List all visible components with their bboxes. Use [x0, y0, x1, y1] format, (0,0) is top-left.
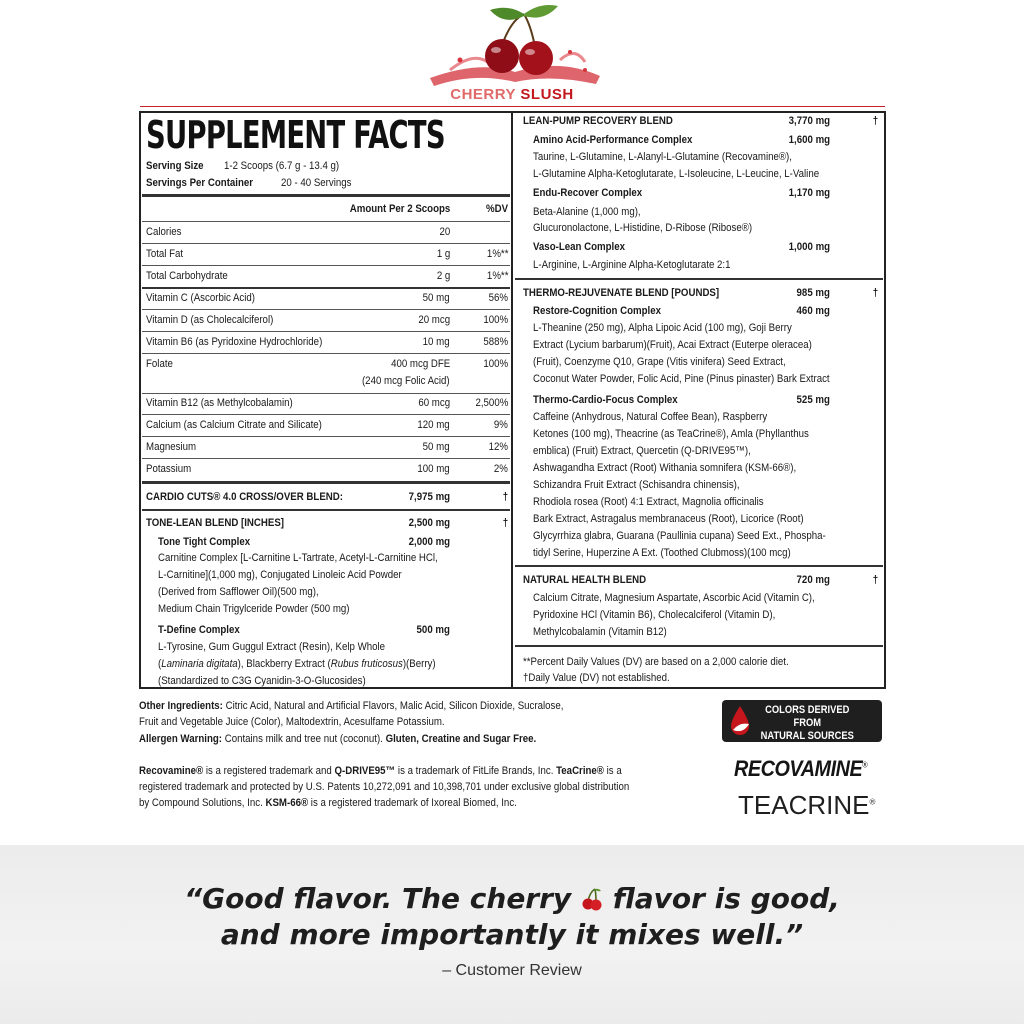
thermo-cardio-complex-name: Thermo-Cardio-Focus Complex — [533, 394, 678, 406]
trademark-notice-line: by Compound Solutions, Inc. KSM-66® is a registered trademark of Ixoreal Biomed, Inc. — [139, 797, 517, 809]
ingredient-line: Schizandra Fruit Extract (Schisandra chinensis), — [533, 479, 740, 491]
header-divider — [140, 106, 885, 107]
nutrient-amount: 50 mg — [423, 292, 450, 304]
restore-cognition-complex-amount: 460 mg — [796, 305, 830, 317]
ingredient-line: Methylcobalamin (Vitamin B12) — [533, 626, 667, 638]
endu-recover-complex-amount: 1,170 mg — [788, 187, 830, 199]
ingredient-line: emblica) (Fruit) Extract, Quercetin (Q-DRIVE95™), — [533, 445, 751, 457]
nutrient-dv: 2% — [494, 463, 508, 475]
t-define-complex-name: T-Define Complex — [158, 624, 240, 636]
ingredient-line: Bark Extract, Astragalus membranaceus (Root), Licorice (Root) — [533, 513, 804, 525]
nutrient-dv: 1%** — [486, 270, 508, 282]
row-divider-thick — [142, 287, 510, 289]
nutrient-name: Potassium — [146, 463, 192, 475]
ingredient-line: Medium Chain Trigylceride Powder (500 mg) — [158, 603, 350, 615]
servings-per-container-label: Servings Per Container — [146, 177, 254, 189]
lean-pump-blend-name: LEAN-PUMP RECOVERY BLEND — [523, 115, 673, 127]
allergen-warning: Allergen Warning: Contains milk and tree nut (coconut). Gluten, Creatine and Sugar Free. — [139, 733, 537, 745]
review-quote-line1: “Good flavor. The cherry flavor is good, — [184, 882, 840, 915]
ingredient-line: Ashwagandha Extract (Root) Withania somnifera (KSM-66®), — [533, 462, 797, 474]
ingredient-line: Coconut Water Powder, Folic Acid, Pine (Pinus pinaster) Bark Extract — [533, 373, 830, 385]
review-quote-line2: and more importantly it mixes well.” — [220, 918, 804, 951]
thermo-blend-name: THERMO-REJUVENATE BLEND [POUNDS] — [523, 287, 720, 299]
row-divider — [142, 221, 510, 222]
nutrient-name: Vitamin B12 (as Methylcobalamin) — [146, 397, 293, 409]
nutrient-amount: 2 g — [436, 270, 450, 282]
tone-tight-complex-name: Tone Tight Complex — [158, 536, 251, 548]
amino-complex-amount: 1,600 mg — [788, 134, 830, 146]
trademark-notice: Recovamine® is a registered trademark and Q-DRIVE95™ is a trademark of FitLife Brands, Inc. TeaCrine® is a — [139, 765, 622, 777]
nutrient-name: Total Carbohydrate — [146, 270, 228, 282]
amount-column-header: Amount Per 2 Scoops — [349, 203, 450, 215]
ingredient-line: Beta-Alanine (1,000 mg), — [533, 206, 641, 218]
nutrient-dv: 2,500% — [475, 397, 508, 409]
vaso-lean-complex-name: Vaso-Lean Complex — [533, 241, 626, 253]
nutrient-dv: 588% — [483, 336, 508, 348]
thermo-blend-dagger: † — [872, 287, 878, 299]
serving-size-value: 1-2 Scoops (6.7 g - 13.4 g) — [224, 160, 340, 172]
nutrient-amount-secondary: (240 mcg Folic Acid) — [362, 375, 450, 387]
ingredient-line: Pyridoxine HCl (Vitamin B6), Cholecalciferol (Vitamin D), — [533, 609, 776, 621]
nutrient-amount: 1 g — [436, 248, 450, 260]
tone-lean-blend-dagger: † — [502, 517, 508, 529]
nutrient-amount: 60 mcg — [418, 397, 450, 409]
row-divider — [142, 331, 510, 332]
row-divider-thick — [142, 481, 510, 484]
footnote: †Daily Value (DV) not established. — [523, 672, 670, 684]
supplement-facts-title: SUPPLEMENT FACTS — [146, 113, 445, 157]
row-divider-thick — [142, 509, 510, 511]
ingredient-line: L-Arginine, L-Arginine Alpha-Ketoglutarate 2:1 — [533, 259, 731, 271]
ingredient-line: tidyl Serine, Huperzine A Ext. (Toothed Clubmoss)(100 mcg) — [533, 547, 791, 559]
row-divider-thick — [515, 645, 883, 647]
row-divider — [142, 353, 510, 354]
flavor-name — [0, 86, 1024, 103]
vaso-lean-complex-amount: 1,000 mg — [788, 241, 830, 253]
nutrient-name: Magnesium — [146, 441, 197, 453]
ingredient-line: Calcium Citrate, Magnesium Aspartate, Ascorbic Acid (Vitamin C), — [533, 592, 815, 604]
natural-health-blend-amount: 720 mg — [796, 574, 830, 586]
servings-per-container-value: 20 - 40 Servings — [281, 177, 352, 189]
column-divider — [511, 111, 513, 689]
tone-lean-blend-name: TONE-LEAN BLEND [INCHES] — [146, 517, 285, 529]
flavor-name-part2: SLUSH — [520, 86, 574, 103]
teacrine-logo: TEACRINE® — [738, 790, 876, 820]
tone-lean-blend-amount: 2,500 mg — [408, 517, 450, 529]
ingredient-line: Glycyrrhiza glabra, Guarana (Paullinia cupana) Seed Ext., Phospha- — [533, 530, 826, 542]
ingredient-line: (Laminaria digitata), Blackberry Extract (Rubus fruticosus)(Berry) — [158, 658, 436, 670]
row-divider — [142, 309, 510, 310]
nutrient-amount: 120 mg — [417, 419, 450, 431]
endu-recover-complex-name: Endu-Recover Complex — [533, 187, 643, 199]
row-divider — [142, 265, 510, 266]
ingredient-line: Caffeine (Anhydrous, Natural Coffee Bean), Raspberry — [533, 411, 768, 423]
footnote: **Percent Daily Values (DV) are based on a 2,000 calorie diet. — [523, 656, 789, 668]
dv-column-header: %DV — [485, 203, 508, 215]
row-divider — [142, 393, 510, 394]
nutrient-amount: 20 mcg — [418, 314, 450, 326]
row-divider-thick — [515, 565, 883, 567]
row-divider — [142, 436, 510, 437]
ingredient-line: Rhodiola rosea (Root) 4:1 Extract, Magnolia officinalis — [533, 496, 764, 508]
trademark-notice-line: registered trademark and protected by U.S. Patents 10,272,091 and 10,398,701 under exclusive global distribution — [139, 781, 630, 793]
cardio-blend-name: CARDIO CUTS® 4.0 CROSS/OVER BLEND: — [146, 491, 343, 503]
drop-leaf-icon — [727, 704, 753, 738]
nutrient-amount: 400 mcg DFE — [390, 358, 450, 370]
header-thick-rule — [142, 194, 510, 197]
amino-complex-name: Amino Acid-Performance Complex — [533, 134, 693, 146]
ingredient-line: L-Glutamine Alpha-Ketoglutarate, L-Isoleucine, L-Leucine, L-Valine — [533, 168, 820, 180]
nutrient-dv: 100% — [483, 314, 508, 326]
ingredient-line: (Derived from Safflower Oil)(500 mg), — [158, 586, 319, 598]
row-divider-thick — [515, 278, 883, 280]
nutrient-amount: 100 mg — [417, 463, 450, 475]
tone-tight-complex-amount: 2,000 mg — [408, 536, 450, 548]
natural-colors-badge-text: COLORS DERIVED FROM NATURAL SOURCES — [760, 704, 854, 742]
row-divider — [142, 458, 510, 459]
restore-cognition-complex-name: Restore-Cognition Complex — [533, 305, 661, 317]
nutrient-name: Vitamin D (as Cholecalciferol) — [146, 314, 274, 326]
ingredient-line: (Fruit), Coenzyme Q10, Grape (Vitis vinifera) Seed Extract, — [533, 356, 786, 368]
nutrient-dv: 100% — [483, 358, 508, 370]
cherry-icon — [581, 885, 603, 909]
nutrient-name: Vitamin C (Ascorbic Acid) — [146, 292, 256, 304]
ingredient-line: Taurine, L-Glutamine, L-Alanyl-L-Glutamine (Recovamine®), — [533, 151, 792, 163]
nutrient-dv: 1%** — [486, 248, 508, 260]
nutrient-dv: 56% — [488, 292, 508, 304]
nutrient-amount: 20 — [439, 226, 450, 238]
natural-health-blend-dagger: † — [872, 574, 878, 586]
other-ingredients: Other Ingredients: Citric Acid, Natural and Artificial Flavors, Malic Acid, Silicon Dioxide, Sucralose, — [139, 700, 564, 712]
row-divider — [142, 243, 510, 244]
ingredient-line: L-Theanine (250 mg), Alpha Lipoic Acid (100 mg), Goji Berry — [533, 322, 792, 334]
nutrient-name: Calories — [146, 226, 182, 238]
nutrient-name: Calcium (as Calcium Citrate and Silicate) — [146, 419, 322, 431]
review-author: – Customer Review — [442, 962, 582, 979]
ingredient-line: Extract (Lycium barbarum)(Fruit), Acai Extract (Euterpe oleracea) — [533, 339, 812, 351]
nutrient-dv: 12% — [488, 441, 508, 453]
row-divider — [142, 414, 510, 415]
nutrient-name: Total Fat — [146, 248, 184, 260]
thermo-cardio-complex-amount: 525 mg — [796, 394, 830, 406]
lean-pump-blend-dagger: † — [872, 115, 878, 127]
ingredient-line: Carnitine Complex [L-Carnitine L-Tartrate, Acetyl-L-Carnitine HCl, — [158, 552, 438, 564]
nutrient-name: Folate — [146, 358, 173, 370]
serving-size-label: Serving Size — [146, 160, 204, 172]
nutrient-amount: 50 mg — [423, 441, 450, 453]
ingredient-line: (Standardized to C3G Cyanidin-3-O-Glucosides) — [158, 675, 366, 687]
recovamine-logo: RECOVAMINE® — [734, 756, 868, 781]
flavor-name-part1: CHERRY — [450, 86, 516, 103]
natural-health-blend-name: NATURAL HEALTH BLEND — [523, 574, 647, 586]
ingredient-line: L-Carnitine](1,000 mg), Conjugated Linoleic Acid Powder — [158, 569, 402, 581]
other-ingredients-line: Fruit and Vegetable Juice (Color), Maltodextrin, Acesulfame Potassium. — [139, 716, 445, 728]
t-define-complex-amount: 500 mg — [416, 624, 450, 636]
nutrient-dv: 9% — [494, 419, 508, 431]
cardio-blend-dagger: † — [502, 491, 508, 503]
ingredient-line: L-Tyrosine, Gum Guggul Extract (Resin), Kelp Whole — [158, 641, 386, 653]
thermo-blend-amount: 985 mg — [796, 287, 830, 299]
nutrient-name: Vitamin B6 (as Pyridoxine Hydrochloride) — [146, 336, 323, 348]
ingredient-line: Glucuronolactone, L-Histidine, D-Ribose (Ribose®) — [533, 222, 753, 234]
ingredient-line: Ketones (100 mg), Theacrine (as TeaCrine®), Amla (Phyllanthus — [533, 428, 809, 440]
cardio-blend-amount: 7,975 mg — [408, 491, 450, 503]
lean-pump-blend-amount: 3,770 mg — [788, 115, 830, 127]
nutrient-amount: 10 mg — [423, 336, 450, 348]
